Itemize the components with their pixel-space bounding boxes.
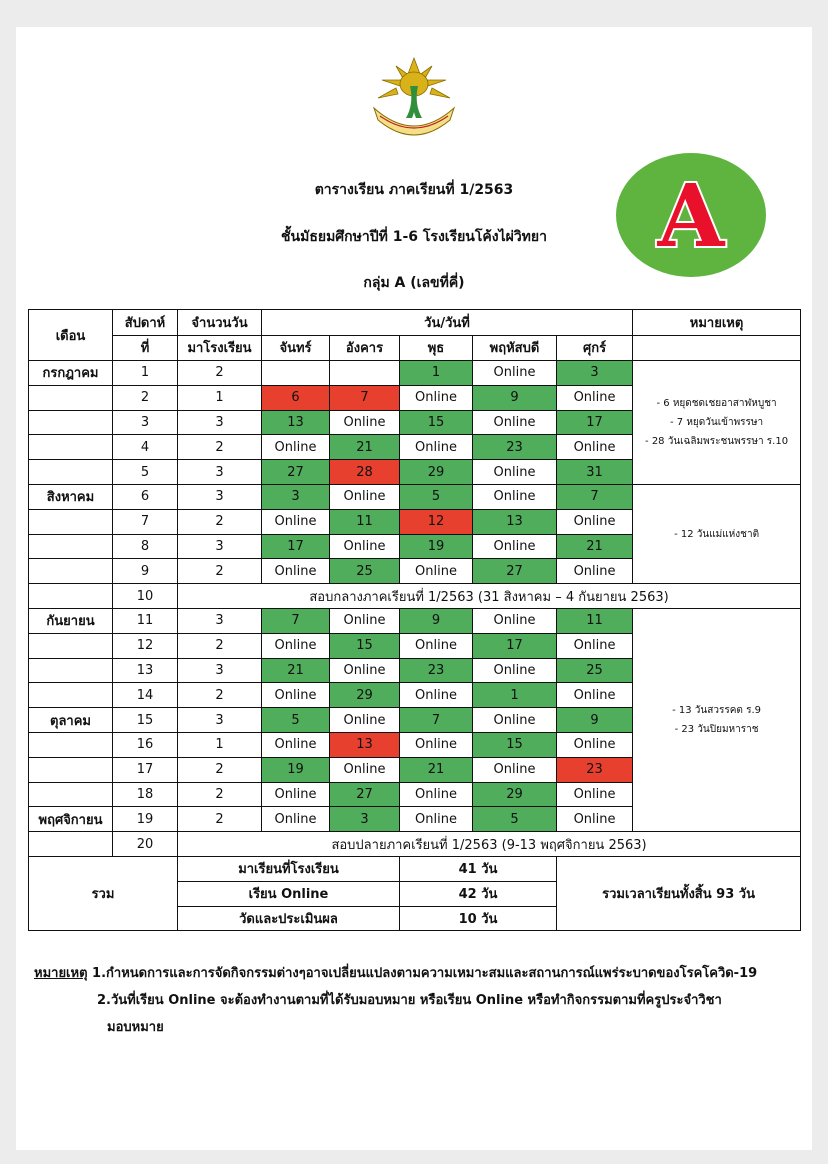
- month-cell: ตุลาคม: [29, 708, 113, 733]
- totals-row-1: [29, 856, 801, 881]
- school-day-cell: 31: [557, 460, 633, 485]
- table-row: [29, 608, 801, 633]
- online-cell: Online: [262, 732, 330, 757]
- header-thu: พฤหัสบดี: [473, 335, 557, 361]
- days-cell: 3: [178, 534, 262, 559]
- total-item-label: เรียน Online: [178, 881, 400, 906]
- days-cell: 3: [178, 410, 262, 435]
- online-cell: Online: [330, 534, 400, 559]
- week-cell: 3: [113, 410, 178, 435]
- days-cell: 2: [178, 559, 262, 584]
- online-cell: Online: [262, 683, 330, 708]
- note-item: - 7 หยุดวันเข้าพรรษา: [669, 416, 764, 428]
- week-cell: 18: [113, 782, 178, 807]
- online-cell: Online: [262, 633, 330, 658]
- days-cell: 2: [178, 435, 262, 460]
- month-cell: [29, 559, 113, 584]
- online-cell: Online: [400, 435, 473, 460]
- month-cell: [29, 633, 113, 658]
- week-cell: 15: [113, 708, 178, 733]
- title-line-2: ชั้นมัธยมศึกษาปีที่ 1-6 โรงเรียนโค้งไผ่วิทยา: [281, 229, 547, 245]
- group-a-badge: [616, 153, 766, 277]
- week-cell: 6: [113, 484, 178, 509]
- school-day-cell: 5: [473, 807, 557, 832]
- online-cell: Online: [557, 633, 633, 658]
- school-day-cell: 11: [330, 509, 400, 534]
- online-cell: Online: [262, 559, 330, 584]
- school-day-cell: 15: [400, 410, 473, 435]
- total-overall: รวมเวลาเรียนทั้งสิ้น 93 วัน: [557, 856, 801, 930]
- holiday-cell: 13: [330, 732, 400, 757]
- days-cell: 3: [178, 608, 262, 633]
- online-cell: Online: [330, 410, 400, 435]
- note-cell: [633, 608, 801, 831]
- days-cell: 1: [178, 385, 262, 410]
- week-cell: 11: [113, 608, 178, 633]
- days-cell: 2: [178, 633, 262, 658]
- week-cell: 10: [113, 584, 178, 609]
- school-day-cell: 17: [262, 534, 330, 559]
- week-cell: 17: [113, 757, 178, 782]
- week-cell: 14: [113, 683, 178, 708]
- table-row: [29, 484, 801, 509]
- total-item-value: 42 วัน: [400, 881, 557, 906]
- online-cell: Online: [473, 361, 557, 386]
- online-cell: Online: [400, 807, 473, 832]
- month-cell: กันยายน: [29, 608, 113, 633]
- note-cell: [633, 484, 801, 583]
- note-item: - 28 วันเฉลิมพระชนพรรษา ร.10: [645, 435, 789, 447]
- online-cell: Online: [400, 633, 473, 658]
- note-item: - 23 วันปิยมหาราช: [674, 724, 759, 736]
- remark-item-1: 1.กำหนดการและการจัดกิจกรรมต่างๆอาจเปลี่ยนแปลงตามความเหมาะสมและสถานการณ์แพร่ระบาดของโรคโควิด-19: [87, 966, 758, 981]
- holiday-cell: 7: [330, 385, 400, 410]
- online-cell: Online: [262, 782, 330, 807]
- days-cell: 3: [178, 484, 262, 509]
- school-day-cell: 25: [330, 559, 400, 584]
- school-day-cell: 7: [400, 708, 473, 733]
- online-cell: Online: [400, 782, 473, 807]
- school-day-cell: 21: [400, 757, 473, 782]
- school-day-cell: 13: [262, 410, 330, 435]
- month-cell: [29, 832, 113, 857]
- days-cell: 2: [178, 782, 262, 807]
- school-day-cell: 27: [473, 559, 557, 584]
- holiday-cell: 12: [400, 509, 473, 534]
- week-cell: 4: [113, 435, 178, 460]
- header-wed: พุธ: [400, 335, 473, 361]
- school-day-cell: 19: [262, 757, 330, 782]
- school-day-cell: 9: [473, 385, 557, 410]
- online-cell: Online: [473, 484, 557, 509]
- online-cell: Online: [473, 757, 557, 782]
- days-cell: 3: [178, 460, 262, 485]
- school-day-cell: 29: [400, 460, 473, 485]
- school-day-cell: 15: [473, 732, 557, 757]
- month-cell: [29, 410, 113, 435]
- week-cell: 7: [113, 509, 178, 534]
- online-cell: Online: [400, 683, 473, 708]
- week-cell: 2: [113, 385, 178, 410]
- header-week-2: ที่: [113, 335, 178, 361]
- week-cell: 12: [113, 633, 178, 658]
- school-day-cell: 13: [473, 509, 557, 534]
- month-cell: [29, 460, 113, 485]
- note-cell: [633, 361, 801, 485]
- header-mon: จันทร์: [262, 335, 330, 361]
- school-day-cell: 27: [330, 782, 400, 807]
- online-cell: Online: [262, 435, 330, 460]
- online-cell: Online: [557, 435, 633, 460]
- days-cell: 2: [178, 757, 262, 782]
- school-day-cell: 21: [557, 534, 633, 559]
- table-row: [29, 584, 801, 609]
- school-day-cell: 3: [557, 361, 633, 386]
- header-tue: อังคาร: [330, 335, 400, 361]
- online-cell: Online: [557, 509, 633, 534]
- header-note-2: [633, 335, 801, 361]
- month-cell: [29, 534, 113, 559]
- online-cell: Online: [557, 385, 633, 410]
- days-cell: 3: [178, 658, 262, 683]
- week-cell: 19: [113, 807, 178, 832]
- online-cell: Online: [473, 608, 557, 633]
- online-cell: Online: [473, 708, 557, 733]
- online-cell: Online: [330, 757, 400, 782]
- days-cell: 2: [178, 509, 262, 534]
- days-cell: 3: [178, 708, 262, 733]
- online-cell: Online: [330, 658, 400, 683]
- week-cell: 13: [113, 658, 178, 683]
- school-day-cell: 3: [262, 484, 330, 509]
- online-cell: [262, 361, 330, 386]
- month-cell: [29, 385, 113, 410]
- school-day-cell: 1: [473, 683, 557, 708]
- school-emblem-logo: [366, 52, 462, 144]
- total-item-value: 41 วัน: [400, 856, 557, 881]
- holiday-cell: 28: [330, 460, 400, 485]
- remarks-block: [34, 960, 804, 1041]
- school-day-cell: 9: [400, 608, 473, 633]
- totals-label: รวม: [29, 856, 178, 930]
- month-cell: [29, 757, 113, 782]
- header-row-2: [29, 335, 801, 361]
- header-row-1: [29, 310, 801, 336]
- online-cell: Online: [400, 385, 473, 410]
- note-item: - 12 วันแม่แห่งชาติ: [674, 528, 760, 540]
- total-item-value: 10 วัน: [400, 906, 557, 931]
- exam-cell: สอบปลายภาคเรียนที่ 1/2563 (9-13 พฤศจิกายน 2563): [178, 832, 801, 857]
- month-cell: [29, 782, 113, 807]
- week-cell: 16: [113, 732, 178, 757]
- month-cell: [29, 732, 113, 757]
- school-day-cell: 7: [262, 608, 330, 633]
- days-cell: 2: [178, 361, 262, 386]
- remark-item-2: 2.วันที่เรียน Online จะต้องทำงานตามที่ได้รับมอบหมาย หรือเรียน Online หรือทำกิจกรรมตามที่ครูประจำวิชา: [97, 993, 722, 1008]
- school-day-cell: 19: [400, 534, 473, 559]
- online-cell: Online: [473, 534, 557, 559]
- school-day-cell: 5: [262, 708, 330, 733]
- month-cell: กรกฎาคม: [29, 361, 113, 386]
- header-fri: ศุกร์: [557, 335, 633, 361]
- month-cell: [29, 683, 113, 708]
- schedule-table: [28, 309, 801, 931]
- week-cell: 1: [113, 361, 178, 386]
- days-cell: 2: [178, 807, 262, 832]
- week-cell: 8: [113, 534, 178, 559]
- online-cell: Online: [557, 807, 633, 832]
- online-cell: Online: [330, 608, 400, 633]
- school-day-cell: 1: [400, 361, 473, 386]
- school-day-cell: 11: [557, 608, 633, 633]
- school-day-cell: 21: [262, 658, 330, 683]
- online-cell: Online: [557, 782, 633, 807]
- days-cell: 1: [178, 732, 262, 757]
- days-cell: 2: [178, 683, 262, 708]
- school-day-cell: 17: [557, 410, 633, 435]
- title-line-1: ตารางเรียน ภาคเรียนที่ 1/2563: [314, 182, 514, 198]
- online-cell: Online: [473, 658, 557, 683]
- school-day-cell: 27: [262, 460, 330, 485]
- header-note: หมายเหตุ: [633, 310, 801, 336]
- total-item-label: วัดและประเมินผล: [178, 906, 400, 931]
- online-cell: Online: [557, 683, 633, 708]
- school-day-cell: 7: [557, 484, 633, 509]
- table-row: [29, 832, 801, 857]
- school-day-cell: 23: [400, 658, 473, 683]
- holiday-cell: 6: [262, 385, 330, 410]
- header-weekday: วัน/วันที่: [262, 310, 633, 336]
- month-cell: [29, 584, 113, 609]
- school-day-cell: 23: [473, 435, 557, 460]
- school-day-cell: 15: [330, 633, 400, 658]
- header-days-2: มาโรงเรียน: [178, 335, 262, 361]
- header-days: จำนวนวัน: [178, 310, 262, 336]
- online-cell: Online: [262, 807, 330, 832]
- month-cell: [29, 658, 113, 683]
- online-cell: Online: [400, 732, 473, 757]
- school-day-cell: 25: [557, 658, 633, 683]
- month-cell: สิงหาคม: [29, 484, 113, 509]
- holiday-cell: 23: [557, 757, 633, 782]
- month-cell: [29, 509, 113, 534]
- note-item: - 6 หยุดชดเชยอาสาฬหบูชา: [656, 397, 777, 409]
- header-week: สัปดาห์: [113, 310, 178, 336]
- remark-item-2-cont: มอบหมาย: [107, 1020, 164, 1035]
- week-cell: 9: [113, 559, 178, 584]
- online-cell: Online: [400, 559, 473, 584]
- note-item: - 13 วันสวรรคต ร.9: [672, 705, 761, 717]
- school-day-cell: 17: [473, 633, 557, 658]
- online-cell: Online: [557, 732, 633, 757]
- month-cell: พฤศจิกายน: [29, 807, 113, 832]
- school-day-cell: 29: [330, 683, 400, 708]
- online-cell: [330, 361, 400, 386]
- school-day-cell: 9: [557, 708, 633, 733]
- school-day-cell: 5: [400, 484, 473, 509]
- week-cell: 20: [113, 832, 178, 857]
- online-cell: Online: [262, 509, 330, 534]
- week-cell: 5: [113, 460, 178, 485]
- remarks-label: หมายเหตุ: [34, 966, 88, 981]
- online-cell: Online: [330, 484, 400, 509]
- online-cell: Online: [473, 460, 557, 485]
- online-cell: Online: [330, 708, 400, 733]
- badge-letter: A: [657, 166, 725, 267]
- school-day-cell: 21: [330, 435, 400, 460]
- month-cell: [29, 435, 113, 460]
- total-item-label: มาเรียนที่โรงเรียน: [178, 856, 400, 881]
- title-line-3: กลุ่ม A (เลขที่คี่): [363, 275, 465, 291]
- online-cell: Online: [473, 410, 557, 435]
- exam-cell: สอบกลางภาคเรียนที่ 1/2563 (31 สิงหาคม – 4 กันยายน 2563): [178, 584, 801, 609]
- school-day-cell: 29: [473, 782, 557, 807]
- header-month: เดือน: [29, 310, 113, 361]
- table-row: [29, 361, 801, 386]
- school-day-cell: 3: [330, 807, 400, 832]
- online-cell: Online: [557, 559, 633, 584]
